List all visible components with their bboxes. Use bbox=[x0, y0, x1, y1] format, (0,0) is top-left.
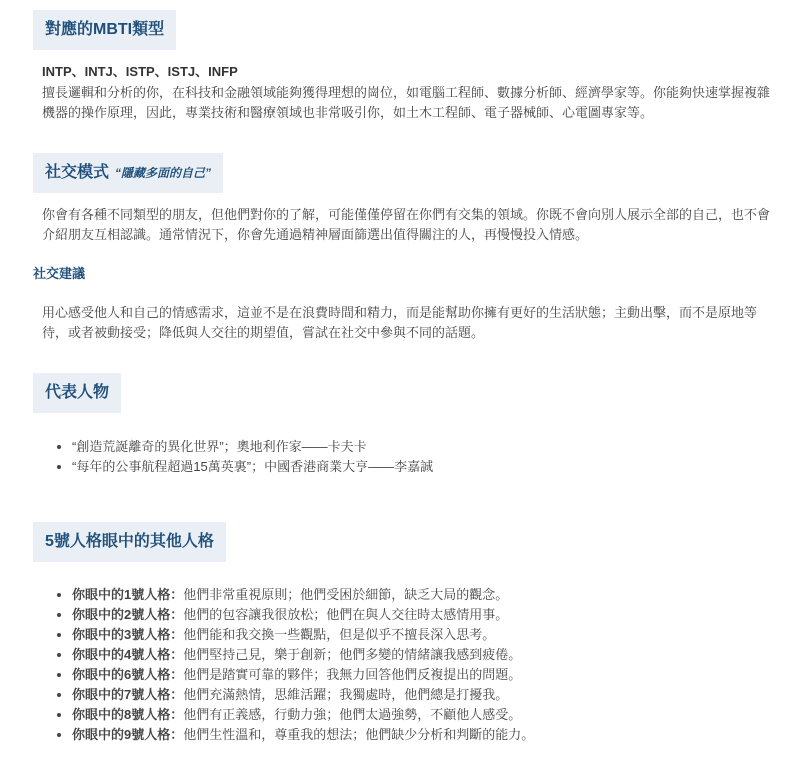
figures-section-title: 代表人物 bbox=[45, 384, 110, 401]
others-section-heading bbox=[33, 522, 226, 562]
list-item: • “每年的公事航程超過15萬英裏”；中國香港商業大亨——李嘉誠 bbox=[72, 457, 433, 477]
list-item-text: 他們是踏實可靠的夥伴；我無力回答他們反複提出的問題。 bbox=[183, 667, 522, 682]
figures-list bbox=[50, 437, 433, 477]
list-item-text: 他們充滿熱情，思維活躍；我獨處時，他們總是打擾我。 bbox=[183, 687, 509, 702]
list-item bbox=[72, 705, 534, 725]
mbti-section-title: 對應的MBTI類型 bbox=[45, 21, 165, 38]
list-item bbox=[72, 665, 534, 685]
figures-section-heading bbox=[33, 373, 121, 413]
list-item-label: 你眼中的9號人格： bbox=[72, 727, 184, 742]
mbti-section-heading bbox=[33, 10, 176, 50]
social-description: 你會有各種不同類型的朋友，但他們對你的了解，可能僅僅停留在你們有交集的領域。你既不會向別人展示全部的自己，也不會介紹朋友互相認識。通常情況下，你會先通過精神層面篩選出值得關注的人，再慢慢投入情感。 bbox=[42, 207, 771, 242]
list-item-label: 你眼中的6號人格： bbox=[72, 667, 184, 682]
mbti-types: INTP、INTJ、ISTP、ISTJ、INFP bbox=[42, 64, 238, 79]
list-item-text: 他們非常重視原則；他們受困於細節，缺乏大局的觀念。 bbox=[183, 587, 509, 602]
list-item bbox=[72, 605, 534, 625]
list-item-text: 他們有正義感，行動力強；他們太過強勢，不顧他人感受。 bbox=[183, 707, 522, 722]
list-item bbox=[72, 725, 534, 745]
social-section-heading bbox=[33, 153, 223, 193]
list-item-label: 你眼中的7號人格： bbox=[72, 687, 184, 702]
social-section-subtitle: “隱藏多面的自己” bbox=[115, 166, 212, 180]
list-item-text: 他們生性溫和，尊重我的想法；他們缺少分析和判斷的能力。 bbox=[183, 727, 535, 742]
list-item: • “創造荒誕離奇的異化世界”；奧地利作家——卡夫卡 bbox=[72, 437, 433, 457]
list-item-text: 他們堅持己見，樂于創新；他們多變的情緒讓我感到疲倦。 bbox=[183, 647, 522, 662]
list-item-label: 你眼中的8號人格： bbox=[72, 707, 184, 722]
list-item bbox=[72, 645, 534, 665]
social-section-title: 社交模式 bbox=[45, 164, 110, 181]
mbti-description: 擅長邏輯和分析的你，在科技和金融領域能夠獲得理想的崗位，如電腦工程師、數據分析師、經濟學家等。你能夠快速掌握複雜機器的操作原理，因此，專業技術和醫療領域也非常吸引你，如土木工程師、電子器械師、心電圖專家等。 bbox=[42, 85, 771, 120]
list-item bbox=[72, 685, 534, 705]
list-item bbox=[72, 625, 534, 645]
social-advice-title: 社交建議 bbox=[33, 266, 86, 281]
list-item-label: 你眼中的4號人格： bbox=[72, 647, 184, 662]
list-item-text: 他們的包容讓我很放松；他們在與人交往時太感情用事。 bbox=[183, 607, 509, 622]
list-item-label: 你眼中的2號人格： bbox=[72, 607, 184, 622]
list-item bbox=[72, 585, 534, 605]
list-item-label: 你眼中的3號人格： bbox=[72, 627, 184, 642]
list-item-text: 他們能和我交換一些觀點，但是似乎不擅長深入思考。 bbox=[183, 627, 496, 642]
others-list bbox=[50, 585, 534, 745]
social-advice: 用心感受他人和自己的情感需求，這並不是在浪費時間和精力，而是能幫助你擁有更好的生活狀態；主動出擊，而不是原地等待，或者被動接受；降低與人交往的期望值，嘗試在社交中參與不同的話題。 bbox=[42, 305, 758, 340]
list-item-label: 你眼中的1號人格： bbox=[72, 587, 184, 602]
others-section-title: 5號人格眼中的其他人格 bbox=[45, 533, 214, 550]
